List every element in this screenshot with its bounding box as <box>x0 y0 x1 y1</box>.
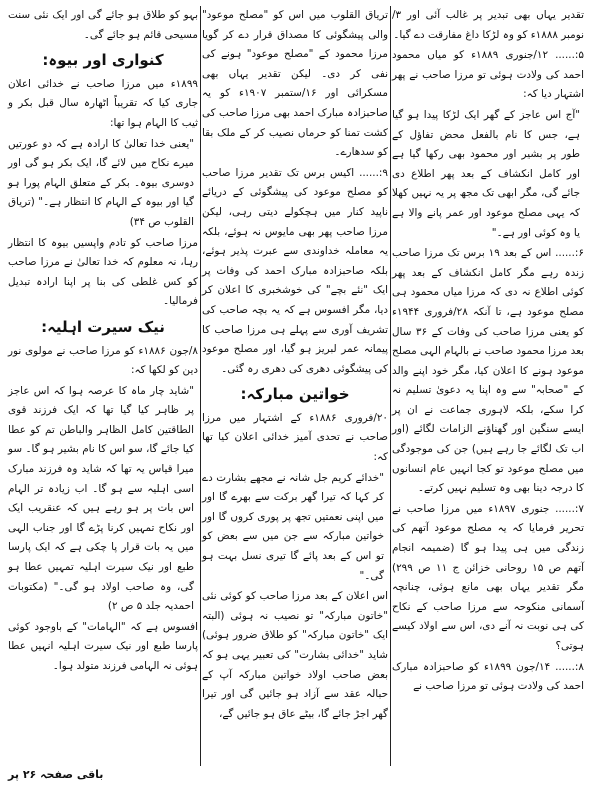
quote-paragraph: "یعنی خدا تعالیٰ کا ارادہ ہے کہ دو عورتیں میرے نکاح میں لائے گا، ایک بکر ہو گی اور دوسری بیوہ۔ بکر کے متعلق الہام پورا ہو گیا اور بیوہ کے الہام کا انتظار ہے۔" (تریاق القلوب ص ۳۴) <box>8 137 194 228</box>
paragraph: ۸:...... ۱۴/جون ۱۸۹۹ء کو صاحبزادہ مبارک احمد کی ولادت ہوئی تو مرزا صاحب نے <box>392 660 585 693</box>
paragraph: ۷:...... جنوری ۱۸۹۷ء میں مرزا صاحب نے تحریر فرمایا کہ یہ مصلح موعود آتھم کی زندگی میں ہی پیدا ہو گا (ضمیمہ انجام آتھم ص ۱۵ روحانی خزائن ج ۱۱ ص ۲۹۹) مگر تقدیر یہاں بھی مانع ہوئی، چنانچہ آسمانی منکوحہ سے مرزا صاحب کے نکاح کی ہی نوبت نہ آنے دی، اس سے اولاد کیسے ہوتی؟ <box>392 502 584 652</box>
paragraph: ۱۸۹۹ء میں مرزا صاحب نے خدائی اعلان جاری کیا کہ تقریباً اٹھارہ سال قبل بکر و ثیب کا الہام ہوا تھا: <box>8 77 198 129</box>
section-heading: خواتین مبارکہ: <box>240 385 350 404</box>
paragraph: مرزا صاحب کو تادم واپسیں بیوہ کا انتظار رہا، نہ معلوم کہ خدا تعالیٰ نے مرزا صاحب کو کس غلطی کی بنا پر اپنا ارادہ تبدیل فرمالیا۔ <box>8 236 198 308</box>
paragraph: ۲۰/فروری ۱۸۸۶ء کے اشتہار میں مرزا صاحب نے تحدی آمیز خدائی اعلان کیا تھا کہ: <box>202 411 388 464</box>
paragraph: ۹:...... اکیس برس تک تقدیر مرزا صاحب کو مصلح موعود کی پیشگوئی کے دریائے ناپید کنار میں ہچکولے دیتی رہی، لیکن مرزا صاحب پھر بھی مایوس نہ ہوئے، بلکہ یہ معاملہ خداوندی سے عبرت پذیر ہوئے، بلکہ صاحبزادہ مبارک احمد کی وفات پر ایک "نئے بچے" کی خوشخبری کا اعلان کر دیا، مگر افسوس ہے کہ یہ بچہ صاحب کی تشریف آوری سے پہلے ہی مرزا صاحب کا پیمانہ عمر لبریز ہو گیا، اور مصلح موعود کی پیشگوئی دھری کی دھری رہ گئی۔ <box>202 166 388 375</box>
paragraph: ۶:...... اس کے بعد ۱۹ برس تک مرزا صاحب زندہ رہے مگر کامل انکشاف کے بعد پھر کوئی اطلاع نہ دی کہ مرزا میاں محمود ہی مصلح موعود ہے، تا آنکہ ۲۸/فروری ۱۹۴۴ء کو یعنی مرزا صاحب کی وفات کے ۳۶ سال بعد مرزا محمود صاحب نے بالہام الہی مصلح موعود ہونے کا اعلان کیا، مگر خود اپنے والد کے "صحابہ" سے وہ اپنا یہ دعویٰ تسلیم نہ کرا سکے، بلکہ لاہوری جماعت نے ان پر ایسے سنگین اور گھناؤنے الزامات لگائے (اور اب تک لگائے جا رہے ہیں) جن کی موجودگی میں مصلح موعود تو کجا انہیں عام انسانوں کا درجہ دینا بھی وہ تسلیم نہیں کرتے۔ <box>392 247 585 495</box>
column-middle <box>202 6 388 725</box>
quote-paragraph: "خدائے کریم جل شانہ نے مجھے بشارت دے کر کہا کہ تیرا گھر برکت سے بھرے گا اور میں اپنی نعمتیں تجھ پر پوری کروں گا اور خواتین مبارکہ سے جن میں سے بعض کو تو اس کے بعد پائے گا تیری نسل بہت ہو گی۔" <box>202 471 384 582</box>
continued-footer: باقی صفحہ ۲۶ پر <box>8 768 104 781</box>
paragraph: تریاق القلوب میں اس کو "مصلح موعود" والی پیشگوئی کا مصداق قرار دے کر گویا مرزا محمود کے "مصلح موعود" ہونے کی نفی کر دی۔ لیکن تقدیر یہاں بھی مسکرائی اور ۱۶/ستمبر ۱۹۰۷ء کو یہ صاحبزادہ مبارک احمد بھی مرزا صاحب کی کشت تمنا کو حرماں نصیب کر کے ملک بقا کو سدھارے۔ <box>202 9 388 159</box>
column-left <box>8 6 198 678</box>
paragraph: ۵:...... ۱۲/جنوری ۱۸۸۹ء کو میاں محمود احمد کی ولادت ہوئی تو مرزا صاحب نے پھر اشتہار دیا کہ: <box>392 49 584 101</box>
column-divider <box>390 6 391 766</box>
quote-paragraph: "آج اس عاجز کے گھر ایک لڑکا پیدا ہو گیا ہے، جس کا نام بالفعل محض تفاؤل کے طور پر بشیر اور محمود بھی رکھا گیا ہے اور کامل انکشاف کے بعد پھر اطلاع دی جائے گی، مگر ابھی تک مجھ پر یہ نہیں کھلا کہ یہی مصلح موعود اور عمر پانے والا ہے یا وہ کوئی اور ہے۔" <box>392 108 580 239</box>
section-heading: نیک سیرت اہلیہ: <box>41 317 165 336</box>
column-divider <box>200 6 201 766</box>
paragraph: اس اعلان کے بعد مرزا صاحب کو کوئی نئی "خاتون مبارکہ" تو نصیب نہ ہوئی (البتہ ایک "خاتون مبارکہ" کو طلاق ضرور ہوئی) شاید "خدائی بشارت" کی تعبیر یہی ہو کہ بعض صاحب اولاد خواتین مبارکہ آپ کے حبالہ عقد سے آزاد ہو جائیں گی اور تیرا گھر اجڑ جائے گا، بیٹے عاق ہو جائیں گے، <box>202 590 388 720</box>
section-heading: کنواری اور بیوہ: <box>42 51 164 70</box>
column-right <box>392 6 584 698</box>
paragraph: افسوس ہے کہ "الہامات" کے باوجود کوئی پارسا طبع اور نیک سیرت اہلیہ انہیں عطا ہوئی نہ الہامی فرزند متولد ہوا۔ <box>8 620 198 672</box>
paragraph: بہو کو طلاق ہو جائے گی اور ایک نئی سنت مسیحی قائم ہو جائے گی۔ <box>8 9 198 41</box>
quote-paragraph: "شاید چار ماہ کا عرصہ ہوا کہ اس عاجز پر ظاہر کیا گیا تھا کہ ایک فرزند قوی الطاقتین کامل الظاہر والباطن تم کو عطا کیا جائے گا، سو اس کا نام بشیر ہو گا۔ سو میرا قیاس یہ تھا کہ شاید وہ فرزند مبارک اسی اہلیہ سے ہو گا۔ اب زیادہ تر الہام اس بات پر ہو رہے ہیں کہ عنقریب ایک اور نکاح تمہیں کرنا پڑے گا اور جناب الہی میں یہ بات قرار پا چکی ہے کہ ایک پارسا طبع اور نیک سیرت اہلیہ تمہیں عطا ہو گی، وہ صاحب اولاد ہو گی۔" (مکتوبات احمدیہ جلد ۵ ص ۲) <box>8 384 194 613</box>
paragraph: ۸/جون ۱۸۸۶ء کو مرزا صاحب نے مولوی نور دین کو لکھا کہ: <box>8 344 198 377</box>
paragraph: تقدیر یہاں بھی تبدیر پر غالب آئی اور ۳/نومبر ۱۸۸۸ء کو وہ لڑکا داغ مفارقت دے گیا۔ <box>392 9 584 41</box>
